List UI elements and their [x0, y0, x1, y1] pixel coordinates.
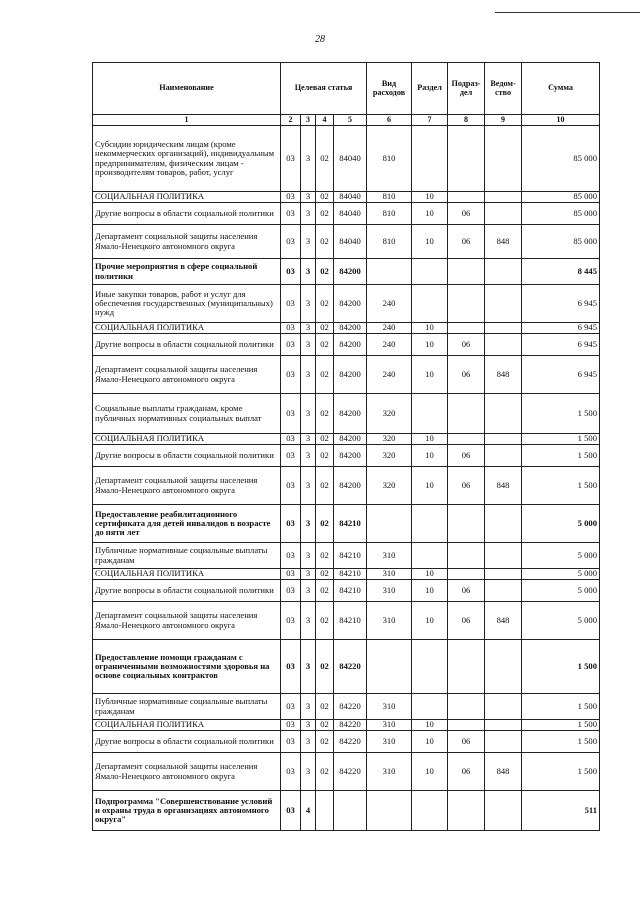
amount: 5 000 [522, 602, 600, 640]
target-subprogram: 3 [301, 505, 316, 543]
amount: 85 000 [522, 192, 600, 203]
column-number: 10 [522, 115, 600, 126]
target-code: 84220 [334, 640, 367, 694]
table-row [93, 505, 600, 543]
target-group: 02 [316, 731, 334, 753]
amount: 6 945 [522, 334, 600, 356]
target-group: 02 [316, 225, 334, 259]
subsection [448, 126, 485, 192]
section [412, 126, 448, 192]
target-program: 03 [281, 580, 301, 602]
target-subprogram: 3 [301, 569, 316, 580]
target-program: 03 [281, 225, 301, 259]
amount: 6 945 [522, 356, 600, 394]
subsection [448, 791, 485, 831]
row-name: СОЦИАЛЬНАЯ ПОЛИТИКА [93, 434, 281, 445]
header-expense-type: Вид расходов [367, 63, 412, 115]
target-program: 03 [281, 569, 301, 580]
target-subprogram: 3 [301, 640, 316, 694]
table-row [93, 394, 600, 434]
section [412, 791, 448, 831]
department-code [485, 323, 522, 334]
target-code: 84220 [334, 720, 367, 731]
section: 10 [412, 569, 448, 580]
table-row [93, 543, 600, 569]
section [412, 259, 448, 285]
target-program: 03 [281, 356, 301, 394]
subsection: 06 [448, 580, 485, 602]
department-code [485, 543, 522, 569]
page-number: 28 [315, 34, 325, 45]
expense-type: 310 [367, 694, 412, 720]
target-group: 02 [316, 285, 334, 323]
section [412, 543, 448, 569]
table-row [93, 694, 600, 720]
target-program: 03 [281, 323, 301, 334]
target-program: 03 [281, 394, 301, 434]
target-program: 03 [281, 192, 301, 203]
amount: 1 500 [522, 753, 600, 791]
section: 10 [412, 445, 448, 467]
amount: 85 000 [522, 225, 600, 259]
table-row [93, 467, 600, 505]
section: 10 [412, 602, 448, 640]
target-program: 03 [281, 334, 301, 356]
expense-type: 240 [367, 356, 412, 394]
section: 10 [412, 323, 448, 334]
row-name: Публичные нормативные социальные выплаты гражданам [93, 694, 281, 720]
target-program: 03 [281, 467, 301, 505]
column-number: 5 [334, 115, 367, 126]
table-row [93, 445, 600, 467]
row-name: Другие вопросы в области социальной политики [93, 731, 281, 753]
expense-type: 310 [367, 580, 412, 602]
target-code: 84200 [334, 434, 367, 445]
target-program: 03 [281, 505, 301, 543]
section: 10 [412, 720, 448, 731]
column-number: 6 [367, 115, 412, 126]
target-group: 02 [316, 394, 334, 434]
row-name: Предоставление помощи гражданам с ограниченными возможностями здоровья на основе социальных контрактов [93, 640, 281, 694]
target-subprogram: 3 [301, 753, 316, 791]
amount: 1 500 [522, 720, 600, 731]
subsection [448, 640, 485, 694]
target-subprogram: 3 [301, 720, 316, 731]
target-program: 03 [281, 640, 301, 694]
header-subsection: Подраз-дел [448, 63, 485, 115]
row-name: Департамент социальной защиты населения Ямало-Ненецкого автономного округа [93, 467, 281, 505]
department-code [485, 394, 522, 434]
target-code [334, 791, 367, 831]
target-code: 84200 [334, 467, 367, 505]
target-subprogram: 3 [301, 285, 316, 323]
subsection [448, 285, 485, 323]
column-number: 7 [412, 115, 448, 126]
target-code: 84040 [334, 203, 367, 225]
amount: 5 000 [522, 543, 600, 569]
subsection [448, 394, 485, 434]
expense-type: 810 [367, 192, 412, 203]
target-group: 02 [316, 356, 334, 394]
target-group: 02 [316, 203, 334, 225]
department-code [485, 259, 522, 285]
department-code [485, 791, 522, 831]
target-subprogram: 3 [301, 602, 316, 640]
subsection [448, 505, 485, 543]
table-row [93, 731, 600, 753]
expense-type: 310 [367, 569, 412, 580]
subsection: 06 [448, 731, 485, 753]
amount: 1 500 [522, 394, 600, 434]
table-row [93, 569, 600, 580]
target-group: 02 [316, 569, 334, 580]
subsection: 06 [448, 467, 485, 505]
department-code [485, 640, 522, 694]
top-rule [495, 12, 640, 13]
amount: 5 000 [522, 569, 600, 580]
table-row [93, 203, 600, 225]
subsection [448, 720, 485, 731]
target-program: 03 [281, 445, 301, 467]
amount: 8 445 [522, 259, 600, 285]
table-row [93, 225, 600, 259]
target-program: 03 [281, 720, 301, 731]
row-name: СОЦИАЛЬНАЯ ПОЛИТИКА [93, 569, 281, 580]
section: 10 [412, 225, 448, 259]
target-code: 84220 [334, 731, 367, 753]
table-row [93, 753, 600, 791]
expense-type: 240 [367, 334, 412, 356]
row-name: Департамент социальной защиты населения Ямало-Ненецкого автономного округа [93, 602, 281, 640]
subsection [448, 192, 485, 203]
amount: 85 000 [522, 203, 600, 225]
section: 10 [412, 334, 448, 356]
target-group: 02 [316, 720, 334, 731]
header-name: Наименование [93, 63, 281, 115]
amount: 1 500 [522, 434, 600, 445]
target-subprogram: 3 [301, 445, 316, 467]
target-group [316, 791, 334, 831]
amount: 6 945 [522, 323, 600, 334]
subsection [448, 434, 485, 445]
expense-type: 320 [367, 394, 412, 434]
amount: 85 000 [522, 126, 600, 192]
expense-type: 240 [367, 285, 412, 323]
department-code: 848 [485, 602, 522, 640]
target-group: 02 [316, 467, 334, 505]
department-code: 848 [485, 467, 522, 505]
target-code: 84200 [334, 394, 367, 434]
column-number-row [93, 115, 600, 126]
target-program: 03 [281, 259, 301, 285]
column-number: 1 [93, 115, 281, 126]
amount: 1 500 [522, 445, 600, 467]
target-group: 02 [316, 580, 334, 602]
target-code: 84210 [334, 569, 367, 580]
section: 10 [412, 580, 448, 602]
row-name: СОЦИАЛЬНАЯ ПОЛИТИКА [93, 192, 281, 203]
target-subprogram: 3 [301, 323, 316, 334]
target-group: 02 [316, 753, 334, 791]
target-code: 84200 [334, 285, 367, 323]
department-code [485, 694, 522, 720]
target-subprogram: 3 [301, 694, 316, 720]
budget-table [92, 62, 600, 831]
subsection: 06 [448, 334, 485, 356]
subsection: 06 [448, 203, 485, 225]
target-group: 02 [316, 445, 334, 467]
table-row [93, 720, 600, 731]
row-name: Департамент социальной защиты населения Ямало-Ненецкого автономного округа [93, 356, 281, 394]
target-code: 84200 [334, 334, 367, 356]
table-row [93, 356, 600, 394]
expense-type: 310 [367, 720, 412, 731]
row-name: Департамент социальной защиты населения Ямало-Ненецкого автономного округа [93, 225, 281, 259]
target-code: 84210 [334, 543, 367, 569]
section: 10 [412, 192, 448, 203]
target-code: 84220 [334, 694, 367, 720]
header-department: Ведом-ство [485, 63, 522, 115]
row-name: Департамент социальной защиты населения Ямало-Ненецкого автономного округа [93, 753, 281, 791]
department-code: 848 [485, 356, 522, 394]
table-row [93, 259, 600, 285]
header-target-article: Целевая статья [281, 63, 367, 115]
row-name: Предоставление реабилитационного сертификата для детей инвалидов в возрасте до пяти лет [93, 505, 281, 543]
column-number: 4 [316, 115, 334, 126]
section: 10 [412, 731, 448, 753]
department-code [485, 192, 522, 203]
header-row [93, 63, 600, 115]
section: 10 [412, 356, 448, 394]
department-code [485, 731, 522, 753]
table-row [93, 434, 600, 445]
target-code: 84210 [334, 580, 367, 602]
section [412, 640, 448, 694]
target-subprogram: 3 [301, 543, 316, 569]
table-row [93, 126, 600, 192]
target-subprogram: 3 [301, 259, 316, 285]
row-name: СОЦИАЛЬНАЯ ПОЛИТИКА [93, 720, 281, 731]
target-subprogram: 3 [301, 580, 316, 602]
expense-type: 310 [367, 753, 412, 791]
target-group: 02 [316, 126, 334, 192]
row-name: Прочие мероприятия в сфере социальной политики [93, 259, 281, 285]
row-name: Иные закупки товаров, работ и услуг для обеспечения государственных (муниципальных) нужд [93, 285, 281, 323]
amount: 1 500 [522, 640, 600, 694]
expense-type: 310 [367, 543, 412, 569]
target-code: 84220 [334, 753, 367, 791]
expense-type: 810 [367, 203, 412, 225]
amount: 6 945 [522, 285, 600, 323]
target-program: 03 [281, 543, 301, 569]
section: 10 [412, 203, 448, 225]
target-code: 84040 [334, 225, 367, 259]
target-subprogram: 4 [301, 791, 316, 831]
target-group: 02 [316, 192, 334, 203]
expense-type: 310 [367, 731, 412, 753]
expense-type [367, 791, 412, 831]
table-body [93, 126, 600, 831]
row-name: Публичные нормативные социальные выплаты гражданам [93, 543, 281, 569]
target-program: 03 [281, 731, 301, 753]
target-group: 02 [316, 505, 334, 543]
target-subprogram: 3 [301, 434, 316, 445]
target-program: 03 [281, 203, 301, 225]
subsection [448, 259, 485, 285]
target-group: 02 [316, 694, 334, 720]
department-code [485, 720, 522, 731]
department-code: 848 [485, 225, 522, 259]
target-subprogram: 3 [301, 126, 316, 192]
department-code [485, 505, 522, 543]
amount: 1 500 [522, 731, 600, 753]
column-number: 8 [448, 115, 485, 126]
amount: 5 000 [522, 580, 600, 602]
target-program: 03 [281, 126, 301, 192]
expense-type: 240 [367, 323, 412, 334]
expense-type: 810 [367, 126, 412, 192]
section [412, 394, 448, 434]
target-code: 84200 [334, 445, 367, 467]
department-code [485, 126, 522, 192]
target-program: 03 [281, 753, 301, 791]
target-subprogram: 3 [301, 731, 316, 753]
amount: 511 [522, 791, 600, 831]
target-subprogram: 3 [301, 356, 316, 394]
target-code: 84200 [334, 259, 367, 285]
target-subprogram: 3 [301, 334, 316, 356]
table-row [93, 334, 600, 356]
subsection [448, 323, 485, 334]
target-code: 84200 [334, 356, 367, 394]
target-program: 03 [281, 285, 301, 323]
section: 10 [412, 467, 448, 505]
department-code [485, 580, 522, 602]
subsection [448, 543, 485, 569]
row-name: СОЦИАЛЬНАЯ ПОЛИТИКА [93, 323, 281, 334]
amount: 5 000 [522, 505, 600, 543]
target-program: 03 [281, 434, 301, 445]
target-group: 02 [316, 334, 334, 356]
row-name: Социальные выплаты гражданам, кроме публичных нормативных социальных выплат [93, 394, 281, 434]
target-code: 84040 [334, 126, 367, 192]
target-code: 84200 [334, 323, 367, 334]
department-code [485, 445, 522, 467]
target-subprogram: 3 [301, 467, 316, 505]
department-code [485, 569, 522, 580]
expense-type: 320 [367, 467, 412, 505]
target-code: 84040 [334, 192, 367, 203]
target-program: 03 [281, 791, 301, 831]
expense-type: 810 [367, 225, 412, 259]
subsection: 06 [448, 445, 485, 467]
column-number: 3 [301, 115, 316, 126]
header-section: Раздел [412, 63, 448, 115]
target-subprogram: 3 [301, 203, 316, 225]
expense-type: 310 [367, 602, 412, 640]
section [412, 694, 448, 720]
subsection: 06 [448, 225, 485, 259]
table-row [93, 580, 600, 602]
amount: 1 500 [522, 694, 600, 720]
expense-type [367, 505, 412, 543]
target-code: 84210 [334, 602, 367, 640]
row-name: Другие вопросы в области социальной политики [93, 203, 281, 225]
expense-type [367, 640, 412, 694]
section [412, 505, 448, 543]
column-number: 2 [281, 115, 301, 126]
section [412, 285, 448, 323]
subsection [448, 694, 485, 720]
table-row [93, 602, 600, 640]
target-group: 02 [316, 602, 334, 640]
amount: 1 500 [522, 467, 600, 505]
table-row [93, 192, 600, 203]
expense-type: 320 [367, 434, 412, 445]
table-row [93, 323, 600, 334]
target-subprogram: 3 [301, 192, 316, 203]
expense-type: 320 [367, 445, 412, 467]
target-group: 02 [316, 543, 334, 569]
target-subprogram: 3 [301, 225, 316, 259]
table-row [93, 285, 600, 323]
department-code: 848 [485, 753, 522, 791]
row-name: Другие вопросы в области социальной политики [93, 334, 281, 356]
row-name: Другие вопросы в области социальной политики [93, 445, 281, 467]
target-group: 02 [316, 259, 334, 285]
target-program: 03 [281, 602, 301, 640]
row-name: Субсидии юридическим лицам (кроме некоммерческих организаций), индивидуальным предпринимателям, физическим лицам - производителям товаров, работ, услуг [93, 126, 281, 192]
subsection: 06 [448, 356, 485, 394]
row-name: Подпрограмма "Совершенствование условий и охраны труда в организациях автономного округа" [93, 791, 281, 831]
department-code [485, 203, 522, 225]
section: 10 [412, 434, 448, 445]
target-code: 84210 [334, 505, 367, 543]
subsection: 06 [448, 602, 485, 640]
target-subprogram: 3 [301, 394, 316, 434]
table-row [93, 791, 600, 831]
section: 10 [412, 753, 448, 791]
subsection [448, 569, 485, 580]
table-row [93, 640, 600, 694]
column-number: 9 [485, 115, 522, 126]
row-name: Другие вопросы в области социальной политики [93, 580, 281, 602]
department-code [485, 334, 522, 356]
header-amount: Сумма [522, 63, 600, 115]
target-group: 02 [316, 640, 334, 694]
target-program: 03 [281, 694, 301, 720]
target-group: 02 [316, 323, 334, 334]
department-code [485, 434, 522, 445]
department-code [485, 285, 522, 323]
subsection: 06 [448, 753, 485, 791]
expense-type [367, 259, 412, 285]
target-group: 02 [316, 434, 334, 445]
